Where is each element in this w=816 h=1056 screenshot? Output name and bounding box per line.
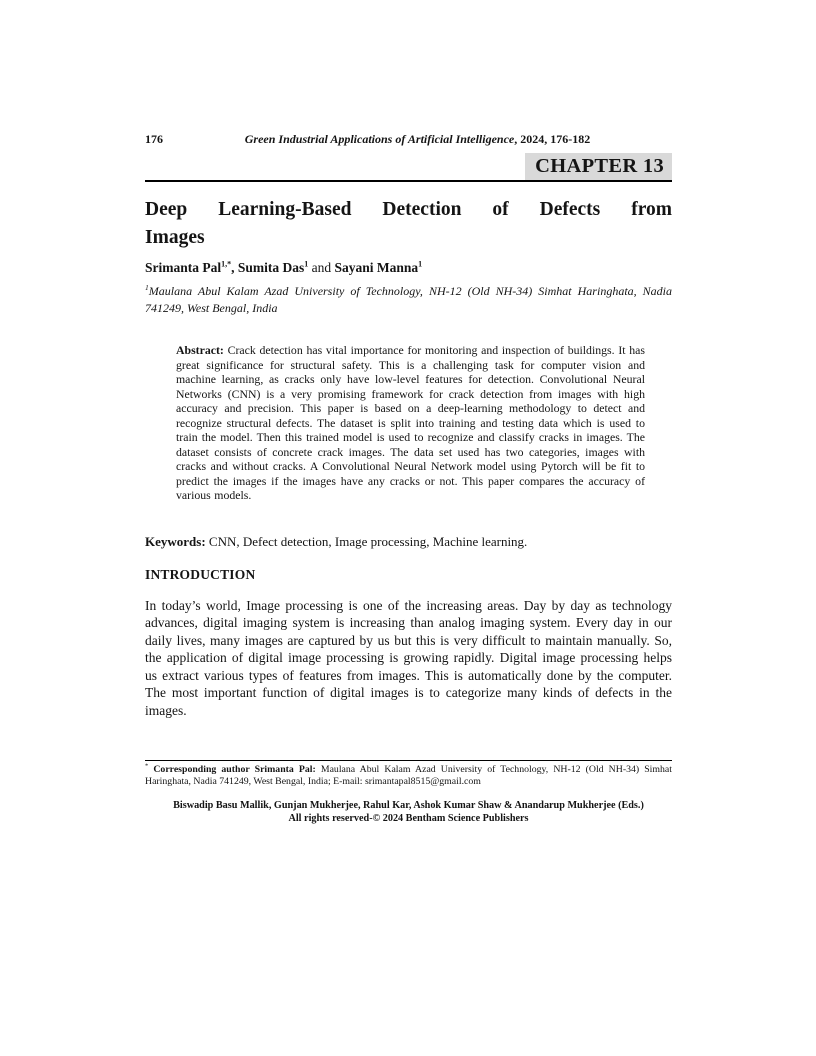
page-content-column: [145, 0, 672, 824]
author-separator-and: and: [308, 260, 335, 275]
article-title-line2: Images: [145, 227, 205, 248]
abstract-label: Abstract:: [176, 343, 224, 357]
author-byline: [145, 259, 672, 276]
editors-credit-block: [145, 800, 672, 825]
footnote-asterisk: *: [145, 762, 149, 770]
journal-issue-info: , 2024, 176-182: [514, 132, 591, 146]
rights-line: All rights reserved-© 2024 Bentham Science Publishers: [288, 813, 529, 824]
affiliation: [145, 283, 672, 316]
abstract-paragraph: [176, 343, 645, 503]
chapter-label: CHAPTER 13: [525, 153, 672, 180]
section-heading-introduction: INTRODUCTION: [145, 566, 256, 582]
author-2-superscript: 1: [304, 259, 309, 269]
footnote-text: Maulana Abul Kalam Azad University of Technology, NH-12 (Old NH-34) Simhat Haringhata, Nadia 741249, West Bengal, India; E-mail: srimantapal8515@gmail.com: [145, 764, 672, 788]
corresponding-author-footnote: [145, 764, 672, 788]
affiliation-superscript: 1: [145, 283, 149, 292]
article-title: [145, 196, 672, 252]
author-name-1: Srimanta Pal: [145, 260, 222, 275]
author-1-superscript: 1,*: [221, 259, 232, 269]
journal-title: Green Industrial Applications of Artificial Intelligence: [244, 132, 515, 146]
author-name-3: Sayani Manna: [334, 260, 419, 275]
author-3-superscript: 1: [418, 259, 423, 269]
editors-line: Biswadip Basu Mallik, Gunjan Mukherjee, Rahul Kar, Ashok Kumar Shaw & Anandarup Mukherjee (Eds.): [173, 800, 644, 812]
chapter-banner-row: [145, 153, 672, 182]
keywords-label: Keywords:: [145, 533, 206, 549]
keywords-line: [145, 534, 672, 550]
footnote-divider-rule: [145, 760, 672, 761]
page-number: 176: [145, 132, 163, 146]
footnote-label: Corresponding author Srimanta Pal:: [148, 764, 316, 775]
abstract-text: Crack detection has vital importance for monitoring and inspection of buildings. It has great significance for structural safety. This is a challenging task for computer vision and machine learning, as cracks only have low-level features for detection. Convolutional Neural Networks (CNN) is a very promising framework for crack detection from images with high accuracy and precision. This paper is based on a deep-learning methodology to detect and recognize structural defects. The dataset is split into training and testing data which is used to train the model. Then this trained model is used to recognize and classify cracks in images. The dataset consists of concrete crack images. The data set used has two categories, images with cracks and without cracks. A Convolutional Neural Network model using Pytorch will be fit to predict the images if the images have any cracks or not. This paper compares the accuracy of various models.: [176, 343, 645, 502]
affiliation-text: Maulana Abul Kalam Azad University of Technology, NH-12 (Old NH-34) Simhat Haringhata, Nadia 741249, West Bengal, India: [145, 284, 672, 315]
keywords-text: CNN, Defect detection, Image processing, Machine learning.: [205, 533, 528, 549]
page-footer: [145, 760, 672, 826]
article-title-line1: Deep Learning-Based Detection of Defects from: [145, 199, 672, 220]
running-header: [145, 132, 672, 146]
running-citation: [163, 132, 672, 146]
author-name-2: Sumita Das: [237, 260, 305, 275]
author-separator-1: ,: [231, 260, 238, 275]
introduction-paragraph: In today’s world, Image processing is one of the increasing areas. Day by day as technology advances, digital imaging system is increasing than analog imaging system. Every day in our daily lives, many images are captured by us but this is very difficult to maintain manually. So, the application of digital image processing is growing rapidly. Digital image processing helps us extract various types of features from images. This is automatically done by the computer. The most important function of digital images is to categorize many kinds of defects in the images.: [145, 597, 672, 719]
